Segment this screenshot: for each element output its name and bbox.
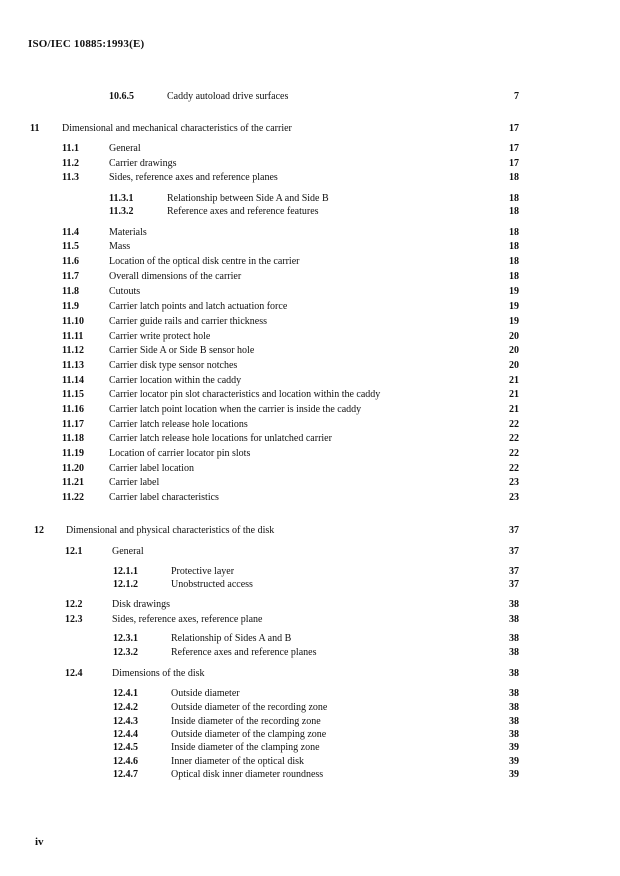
toc-page-number: 22 (509, 433, 519, 444)
toc-section-number: 12.1 (65, 546, 83, 557)
toc-page-number: 37 (509, 525, 519, 536)
toc-page-number: 38 (509, 716, 519, 727)
toc-entry (0, 524, 620, 538)
toc-section-title: Relationship between Side A and Side B (167, 193, 329, 204)
toc-section-title: Overall dimensions of the carrier (109, 271, 242, 282)
toc-page-number: 38 (509, 668, 519, 679)
toc-section-title: Inside diameter of the recording zone (171, 716, 321, 727)
toc-page-number: 18 (509, 227, 519, 238)
toc-section-title: Carrier latch release hole locations for unlatched carrier (109, 433, 332, 444)
toc-page-number: 38 (509, 729, 519, 740)
toc-page-number: 19 (509, 286, 519, 297)
toc-page-number: 22 (509, 463, 519, 474)
toc-section-title: General (109, 143, 141, 154)
toc-entry (0, 432, 620, 446)
toc-section-title: Dimensional and mechanical characteristics of the carrier (62, 123, 292, 134)
toc-page-number: 18 (509, 172, 519, 183)
toc-entry (0, 255, 620, 269)
toc-page-number: 17 (509, 158, 519, 169)
toc-section-number: 11.11 (62, 331, 84, 342)
toc-section-number: 11.9 (62, 301, 79, 312)
toc-section-number: 12.3.1 (113, 633, 138, 644)
toc-page-number: 21 (509, 404, 519, 415)
toc-section-number: 11.15 (62, 389, 84, 400)
toc-section-number: 12.3 (65, 614, 83, 625)
toc-section-title: Carrier label location (109, 463, 194, 474)
toc-section-title: Materials (109, 227, 147, 238)
toc-page-number: 39 (509, 756, 519, 767)
toc-section-number: 12.3.2 (113, 647, 138, 658)
toc-entry (0, 388, 620, 402)
toc-entry (0, 157, 620, 171)
toc-entry (0, 491, 620, 505)
toc-entry (0, 359, 620, 373)
toc-section-title: Carrier label (109, 477, 160, 488)
toc-section-title: Location of the optical disk centre in the carrier (109, 256, 300, 267)
toc-entry (0, 285, 620, 299)
toc-section-title: Cutouts (109, 286, 141, 297)
toc-section-title: Carrier label characteristics (109, 492, 219, 503)
toc-section-title: Carrier latch release hole locations (109, 419, 248, 430)
toc-section-title: Sides, reference axes and reference planes (109, 172, 278, 183)
toc-section-number: 12.2 (65, 599, 83, 610)
toc-page-number: 7 (514, 91, 519, 102)
toc-entry (0, 90, 620, 104)
toc-section-number: 11.10 (62, 316, 84, 327)
toc-page-number: 37 (509, 546, 519, 557)
toc-section-number: 11.7 (62, 271, 79, 282)
toc-section-title: Carrier locator pin slot characteristics and location within the caddy (109, 389, 381, 400)
toc-entry (0, 330, 620, 344)
toc-page-number: 19 (509, 316, 519, 327)
toc-page-number: 18 (509, 256, 519, 267)
toc-entry (0, 418, 620, 432)
page-number-footer: iv (35, 836, 44, 848)
toc-page-number: 23 (509, 492, 519, 503)
toc-page-number: 38 (509, 688, 519, 699)
toc-page-number: 37 (509, 566, 519, 577)
toc-page-number: 20 (509, 345, 519, 356)
toc-entry (0, 403, 620, 417)
toc-entry (0, 741, 620, 755)
toc-entry (0, 142, 620, 156)
toc-section-number: 11.6 (62, 256, 79, 267)
toc-section-number: 11.1 (62, 143, 79, 154)
toc-section-title: Carrier latch points and latch actuation force (109, 301, 288, 312)
toc-section-number: 11.3.2 (109, 206, 134, 217)
toc-section-title: Inner diameter of the optical disk (171, 756, 305, 767)
toc-page-number: 38 (509, 633, 519, 644)
toc-section-number: 11.21 (62, 477, 84, 488)
toc-section-title: Outside diameter of the recording zone (171, 702, 328, 713)
toc-entry (0, 205, 620, 219)
toc-entry (0, 728, 620, 742)
toc-entry (0, 476, 620, 490)
toc-section-title: Disk drawings (112, 599, 171, 610)
toc-section-title: Protective layer (171, 566, 235, 577)
toc-entry (0, 613, 620, 627)
toc-page-number: 38 (509, 614, 519, 625)
toc-section-number: 11 (30, 123, 40, 134)
toc-entry (0, 447, 620, 461)
toc-entry (0, 755, 620, 769)
toc-page-number: 19 (509, 301, 519, 312)
toc-entry (0, 768, 620, 782)
toc-section-title: Reference axes and reference planes (171, 647, 317, 658)
toc-section-title: Dimensional and physical characteristics of the disk (66, 525, 275, 536)
toc-section-number: 11.16 (62, 404, 84, 415)
toc-page-number: 18 (509, 206, 519, 217)
toc-page-number: 18 (509, 241, 519, 252)
toc-section-number: 12.1.1 (113, 566, 138, 577)
toc-section-title: Outside diameter (171, 688, 240, 699)
toc-section-number: 11.18 (62, 433, 84, 444)
toc-entry (0, 226, 620, 240)
toc-entry (0, 462, 620, 476)
toc-entry (0, 701, 620, 715)
toc-entry (0, 374, 620, 388)
toc-entry (0, 344, 620, 358)
toc-entry (0, 545, 620, 559)
toc-section-title: Location of carrier locator pin slots (109, 448, 251, 459)
toc-entry (0, 565, 620, 579)
toc-section-number: 11.2 (62, 158, 79, 169)
toc-section-title: Outside diameter of the clamping zone (171, 729, 327, 740)
toc-section-number: 11.3.1 (109, 193, 134, 204)
toc-page-number: 39 (509, 769, 519, 780)
toc-entry (0, 598, 620, 612)
toc-section-title: Carrier location within the caddy (109, 375, 242, 386)
toc-page-number: 17 (509, 143, 519, 154)
toc-section-title: Carrier disk type sensor notches (109, 360, 238, 371)
toc-section-number: 12.1.2 (113, 579, 138, 590)
toc-section-title: Optical disk inner diameter roundness (171, 769, 324, 780)
toc-section-number: 12.4.2 (113, 702, 138, 713)
toc-entry (0, 270, 620, 284)
toc-section-title: Mass (109, 241, 131, 252)
toc-page-number: 18 (509, 271, 519, 282)
toc-section-title: Dimensions of the disk (112, 668, 205, 679)
toc-entry (0, 578, 620, 592)
toc-page-number: 37 (509, 579, 519, 590)
toc-section-number: 11.3 (62, 172, 79, 183)
toc-section-title: Carrier latch point location when the carrier is inside the caddy (109, 404, 362, 415)
toc-entry (0, 122, 620, 136)
toc-section-number: 11.19 (62, 448, 84, 459)
toc-entry (0, 646, 620, 660)
toc-section-number: 11.22 (62, 492, 84, 503)
toc-section-title: General (112, 546, 144, 557)
toc-section-title: Reference axes and reference features (167, 206, 319, 217)
toc-entry (0, 192, 620, 206)
toc-entry (0, 687, 620, 701)
toc-entry (0, 667, 620, 681)
toc-page-number: 23 (509, 477, 519, 488)
toc-entry (0, 240, 620, 254)
toc-page-number: 18 (509, 193, 519, 204)
toc-section-title: Carrier write protect hole (109, 331, 211, 342)
toc-section-title: Carrier drawings (109, 158, 177, 169)
toc-page-number: 21 (509, 389, 519, 400)
toc-entry (0, 632, 620, 646)
toc-page-number: 21 (509, 375, 519, 386)
toc-page-number: 38 (509, 702, 519, 713)
toc-section-number: 11.13 (62, 360, 84, 371)
toc-entry (0, 300, 620, 314)
toc-section-number: 12.4.5 (113, 742, 138, 753)
toc-section-number: 12.4.4 (113, 729, 138, 740)
toc-page-number: 17 (509, 123, 519, 134)
toc-section-number: 10.6.5 (109, 91, 134, 102)
toc-section-number: 11.5 (62, 241, 79, 252)
toc-page-number: 39 (509, 742, 519, 753)
toc-section-number: 11.12 (62, 345, 84, 356)
toc-entry (0, 171, 620, 185)
toc-section-number: 12.4.3 (113, 716, 138, 727)
toc-section-number: 12.4.6 (113, 756, 138, 767)
toc-page-number: 22 (509, 419, 519, 430)
toc-page-number: 38 (509, 599, 519, 610)
toc-entry (0, 715, 620, 729)
toc-section-number: 11.14 (62, 375, 84, 386)
toc-section-title: Inside diameter of the clamping zone (171, 742, 320, 753)
toc-section-title: Relationship of Sides A and B (171, 633, 292, 644)
toc-section-number: 11.4 (62, 227, 79, 238)
toc-section-number: 12.4.1 (113, 688, 138, 699)
toc-section-number: 11.17 (62, 419, 84, 430)
toc-entry (0, 315, 620, 329)
toc-section-title: Caddy autoload drive surfaces (167, 91, 289, 102)
toc-section-number: 12.4.7 (113, 769, 138, 780)
toc-section-title: Sides, reference axes, reference plane (112, 614, 263, 625)
toc-page-number: 22 (509, 448, 519, 459)
toc-section-number: 11.8 (62, 286, 79, 297)
toc-section-number: 11.20 (62, 463, 84, 474)
running-header: ISO/IEC 10885:1993(E) (28, 38, 145, 50)
toc-page-number: 20 (509, 360, 519, 371)
toc-section-title: Carrier guide rails and carrier thickness (109, 316, 267, 327)
toc-page-number: 20 (509, 331, 519, 342)
toc-section-title: Carrier Side A or Side B sensor hole (109, 345, 255, 356)
toc-page-number: 38 (509, 647, 519, 658)
toc-section-number: 12 (34, 525, 44, 536)
toc-section-title: Unobstructed access (171, 579, 253, 590)
toc-section-number: 12.4 (65, 668, 83, 679)
